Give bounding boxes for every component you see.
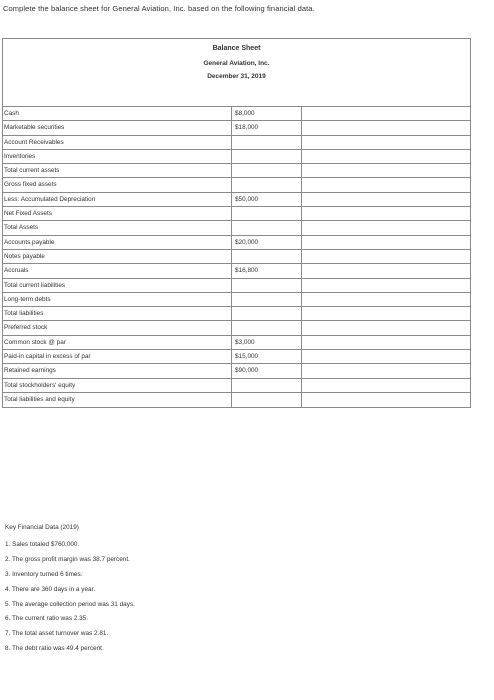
row-value: $8,000 xyxy=(232,107,302,120)
row-label: Total liabilities xyxy=(3,307,232,320)
row-blank-cell xyxy=(302,307,470,320)
row-value xyxy=(232,293,302,306)
row-blank-cell xyxy=(302,293,470,306)
row-value: $20,000 xyxy=(232,236,302,249)
row-blank-cell xyxy=(302,107,470,120)
row-label: Retained earnings xyxy=(3,364,232,377)
table-row xyxy=(3,393,470,407)
list-item: 5. The average collection period was 31 days. xyxy=(5,600,135,608)
row-value xyxy=(232,207,302,220)
row-blank-cell xyxy=(302,178,470,191)
row-label: Cash xyxy=(3,107,232,120)
table-row xyxy=(3,379,470,393)
table-row xyxy=(3,193,470,207)
row-value xyxy=(232,393,302,407)
row-value: $50,000 xyxy=(232,193,302,206)
row-label: Net Fixed Assets xyxy=(3,207,232,220)
row-value xyxy=(232,136,302,149)
table-row xyxy=(3,364,470,378)
row-blank-cell xyxy=(302,364,470,377)
table-row xyxy=(3,293,470,307)
row-value xyxy=(232,279,302,292)
row-blank-cell xyxy=(302,221,470,234)
row-label: Account Receivables xyxy=(3,136,232,149)
row-blank-cell xyxy=(302,264,470,277)
row-label: Paid-in capital in excess of par xyxy=(3,350,232,363)
row-label: Total stockholders' equity xyxy=(3,379,232,392)
row-blank-cell xyxy=(302,393,470,407)
list-item: 3. Inventory turned 6 times. xyxy=(5,570,83,578)
key-title: Key Financial Data (2019) xyxy=(5,524,79,531)
row-blank-cell xyxy=(302,321,470,334)
list-item: 8. The debt ratio was 49.4 percent. xyxy=(5,645,104,653)
row-blank-cell xyxy=(302,379,470,392)
row-blank-cell xyxy=(302,121,470,134)
list-item: 4. There are 360 days in a year. xyxy=(5,585,96,593)
row-blank-cell xyxy=(302,207,470,220)
row-label: Total current liabilities xyxy=(3,279,232,292)
row-blank-cell xyxy=(302,350,470,363)
row-label: Total liabilities and equity xyxy=(3,393,232,407)
row-label: Marketable securities xyxy=(3,121,232,134)
row-label: Notes payable xyxy=(3,250,232,263)
table-row xyxy=(3,178,470,192)
row-value: $15,000 xyxy=(232,350,302,363)
row-blank-cell xyxy=(302,336,470,349)
row-value xyxy=(232,307,302,320)
row-value: $3,000 xyxy=(232,336,302,349)
sheet-title: Balance Sheet xyxy=(212,45,261,52)
list-item: 6. The current ratio was 2.35. xyxy=(5,615,89,623)
row-value xyxy=(232,250,302,263)
row-label: Total current assets xyxy=(3,164,232,177)
row-label: Accounts payable xyxy=(3,236,232,249)
table-row xyxy=(3,321,470,335)
row-blank-cell xyxy=(302,136,470,149)
table-row xyxy=(3,264,470,278)
table-row xyxy=(3,350,470,364)
row-blank-cell xyxy=(302,150,470,163)
table-row xyxy=(3,121,470,135)
table-row xyxy=(3,336,470,350)
table-row xyxy=(3,107,470,121)
row-label: Preferred stock xyxy=(3,321,232,334)
table-row xyxy=(3,207,470,221)
table-row xyxy=(3,221,470,235)
table-row xyxy=(3,279,470,293)
row-value xyxy=(232,164,302,177)
row-label: Less: Accumulated Depreciation xyxy=(3,193,232,206)
table-row xyxy=(3,136,470,150)
row-value xyxy=(232,221,302,234)
sheet-date: December 31, 2019 xyxy=(207,73,266,80)
row-blank-cell xyxy=(302,236,470,249)
row-value: $16,800 xyxy=(232,264,302,277)
row-label: Gross fixed assets xyxy=(3,178,232,191)
company-name: General Aviation, Inc. xyxy=(203,60,270,67)
balance-sheet-table xyxy=(2,38,471,408)
row-value: $90,000 xyxy=(232,364,302,377)
list-item: 2. The gross profit margin was 38.7 percent. xyxy=(5,555,130,563)
row-label: Long-term debts xyxy=(3,293,232,306)
row-blank-cell xyxy=(302,164,470,177)
row-label: Common stock @ par xyxy=(3,336,232,349)
table-row xyxy=(3,307,470,321)
row-value xyxy=(232,321,302,334)
row-value xyxy=(232,150,302,163)
table-row xyxy=(3,250,470,264)
row-blank-cell xyxy=(302,193,470,206)
row-label: Total Assets xyxy=(3,221,232,234)
row-value: $18,000 xyxy=(232,121,302,134)
row-blank-cell xyxy=(302,250,470,263)
row-blank-cell xyxy=(302,279,470,292)
balance-sheet-rows xyxy=(3,107,470,407)
table-row xyxy=(3,236,470,250)
row-label: Inventories xyxy=(3,150,232,163)
row-value xyxy=(232,379,302,392)
list-item: 7. The total asset turnover was 2.81. xyxy=(5,630,109,638)
list-item: 1. Sales totaled $760,000. xyxy=(5,541,80,548)
key-financial-data xyxy=(5,524,135,657)
row-value xyxy=(232,178,302,191)
row-label: Accruals xyxy=(3,264,232,277)
table-row xyxy=(3,164,470,178)
key-items-list xyxy=(5,538,135,657)
table-row xyxy=(3,150,470,164)
balance-sheet-header xyxy=(3,39,470,107)
instruction-text: Complete the balance sheet for General Aviation, Inc. based on the following financial data. xyxy=(3,4,315,13)
